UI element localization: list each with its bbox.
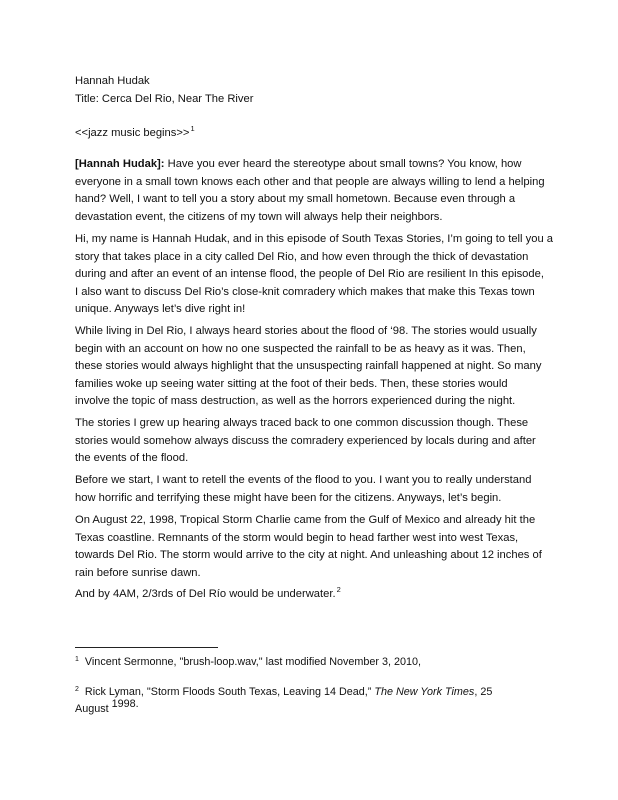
footnote-2-publication: The New York Times	[374, 686, 475, 698]
paragraph-3-line-5: involve the topic of mass destruction, as well as the horrors experienced during the night.	[75, 395, 516, 407]
footnote-2-text-b: , 25	[474, 686, 493, 698]
footnote-separator	[75, 647, 218, 648]
footnote-2-text-a: Rick Lyman, "Storm Floods South Texas, Leaving 14 Dead,”	[81, 686, 375, 698]
footnote-1	[75, 655, 421, 669]
document-title: Title: Cerca Del Rio, Near The River	[75, 93, 254, 105]
paragraph-5-line-1: Before we start, I want to retell the events of the flood to you. I want you to really understand	[75, 474, 532, 486]
footnote-1-number: 1	[75, 656, 79, 663]
footnote-2-line-2	[75, 698, 139, 716]
paragraph-7-text: And by 4AM, 2/3rds of Del Río would be underwater.	[75, 588, 336, 600]
paragraph-6-line-2: Texas coastline. Remnants of the storm would begin to head farther west into west Texas,	[75, 531, 519, 544]
paragraph-1-line-3: hand? Well, I want to tell you a story about my small hometown. Because even through a	[75, 193, 516, 205]
music-cue-text: <<jazz music begins>>	[75, 127, 190, 139]
paragraph-2-line-2: story that takes place in a city called Del Rio, and how even through the thick of devastation	[75, 250, 529, 263]
paragraph-6-line-4: rain before sunrise dawn.	[75, 566, 201, 579]
paragraph-4-line-3: the events of the flood.	[75, 452, 189, 464]
footnote-1-text: Vincent Sermonne, "brush-loop.wav," last modified November 3, 2010,	[81, 656, 422, 668]
footnote-ref-2[interactable]: 2	[336, 585, 341, 594]
paragraph-2-line-1: Hi, my name is Hannah Hudak, and in this episode of South Texas Stories, I’m going to tell you a	[75, 233, 554, 245]
music-cue	[75, 125, 195, 142]
footnote-ref-1[interactable]: 1	[190, 124, 195, 133]
footnote-2-year: 1998.	[108, 698, 139, 710]
speaker-label: [Hannah Hudak]:	[75, 158, 165, 170]
paragraph-1-line-2: everyone in a small town knows each other and that people are always willing to lend a helping	[75, 175, 545, 188]
author-name: Hannah Hudak	[75, 75, 150, 87]
paragraph-4-line-1: The stories I grew up hearing always traced back to one common discussion though. These	[75, 417, 529, 429]
footnote-2-month: August	[75, 703, 109, 715]
paragraph-7	[75, 586, 341, 603]
footnote-2-number: 2	[75, 686, 79, 693]
paragraph-3-line-2: begin with an account on how no one suspected the rainfall to be as heavy as it was. Then,	[75, 342, 526, 355]
paragraph-6-line-1: On August 22, 1998, Tropical Storm Charlie came from the Gulf of Mexico and already hit the	[75, 514, 536, 526]
paragraph-1-line-1-text: Have you ever heard the stereotype about small towns? You know, how	[164, 158, 522, 170]
paragraph-2-line-5: unique. Anyways let’s dive right in!	[75, 303, 246, 315]
paragraph-1-line-4: devastation event, the citizens of my town will always help their neighbors.	[75, 210, 443, 223]
footnote-2-line-1	[75, 685, 492, 699]
paragraph-4-line-2: stories would somehow always discuss the comradery experienced by locals during and after	[75, 434, 536, 447]
paragraph-1-line-1	[75, 156, 521, 173]
paragraph-3-line-1: While living in Del Rio, I always heard stories about the flood of ‘98. The stories would usually	[75, 325, 537, 337]
paragraph-3-line-3: these stories would always highlight that the unsuspecting rainfall happened at night. So many	[75, 360, 542, 372]
paragraph-3-line-4: families woke up seeing water sitting at the foot of their beds. Then, these stories would	[75, 377, 508, 390]
paragraph-5-line-2: how horrific and terrifying these might have been for the citizens. Anyways, let’s begin.	[75, 491, 502, 504]
paragraph-6-line-3: towards Del Rio. The storm would arrive to the city at night. And unleashing about 12 inches of	[75, 549, 542, 561]
paragraph-2-line-3: during and after an event of an intense flood, the people of Del Rio are resilient In this episode,	[75, 268, 544, 280]
paragraph-2-line-4: I also want to discuss Del Rio’s close-knit comradery which makes that make this Texas town	[75, 285, 535, 298]
